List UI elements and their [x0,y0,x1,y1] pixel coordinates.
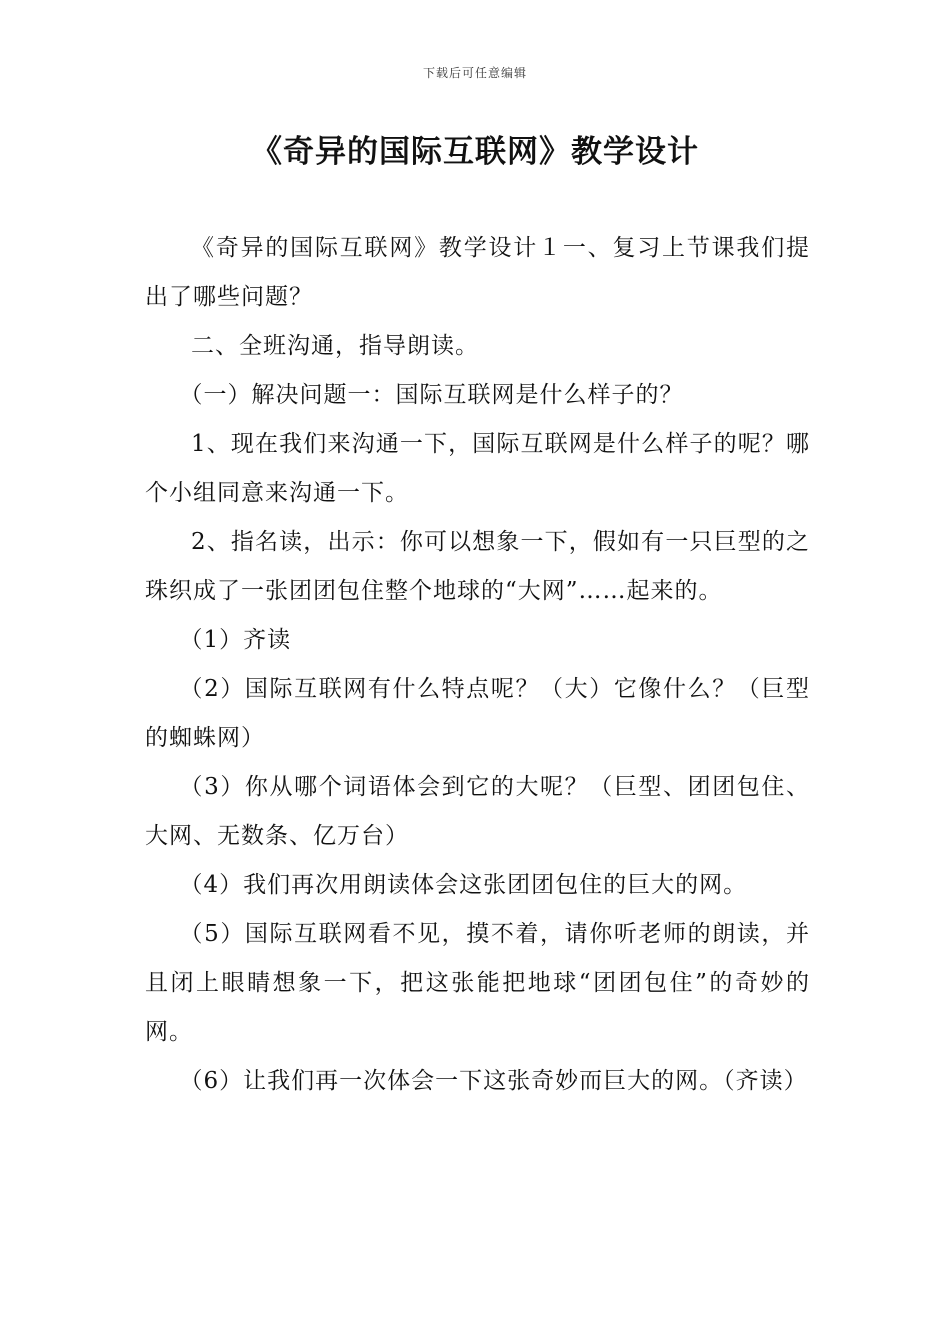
paragraph: 2、指名读，出示：你可以想象一下，假如有一只巨型的之珠织成了一张团团包住整个地球的“大网”……起来的。 [145,529,810,604]
paragraph: （3）你从哪个词语体会到它的大呢？（巨型、团团包住、大网、无数条、亿万台） [145,774,810,849]
paragraph: （6）让我们再一次体会一下这张奇妙而巨大的网。（齐读） [179,1068,808,1094]
document-body [145,224,810,1106]
paragraph: 《奇异的国际互联网》教学设计１一、复习上节课我们提出了哪些问题？ [145,235,810,310]
document-title: 《奇异的国际互联网》教学设计 [251,134,699,170]
paragraph: 1、现在我们来沟通一下，国际互联网是什么样子的呢？哪个小组同意来沟通一下。 [145,431,810,506]
paragraph: （4）我们再次用朗读体会这张团团包住的巨大的网。 [179,872,748,898]
paragraph: （1）齐读 [179,627,292,653]
paragraph: （一）解决问题一：国际互联网是什么样子的？ [179,382,684,408]
paragraph: 二、全班沟通，指导朗读。 [191,333,479,359]
paragraph: （5）国际互联网看不见，摸不着，请你听老师的朗读，并且闭上眼睛想象一下，把这张能把地球“团团包住”的奇妙的网。 [145,921,810,1045]
header-note: 下载后可任意编辑 [422,66,527,80]
paragraph: （2）国际互联网有什么特点呢？（大）它像什么？（巨型的蜘蛛网） [145,676,810,751]
